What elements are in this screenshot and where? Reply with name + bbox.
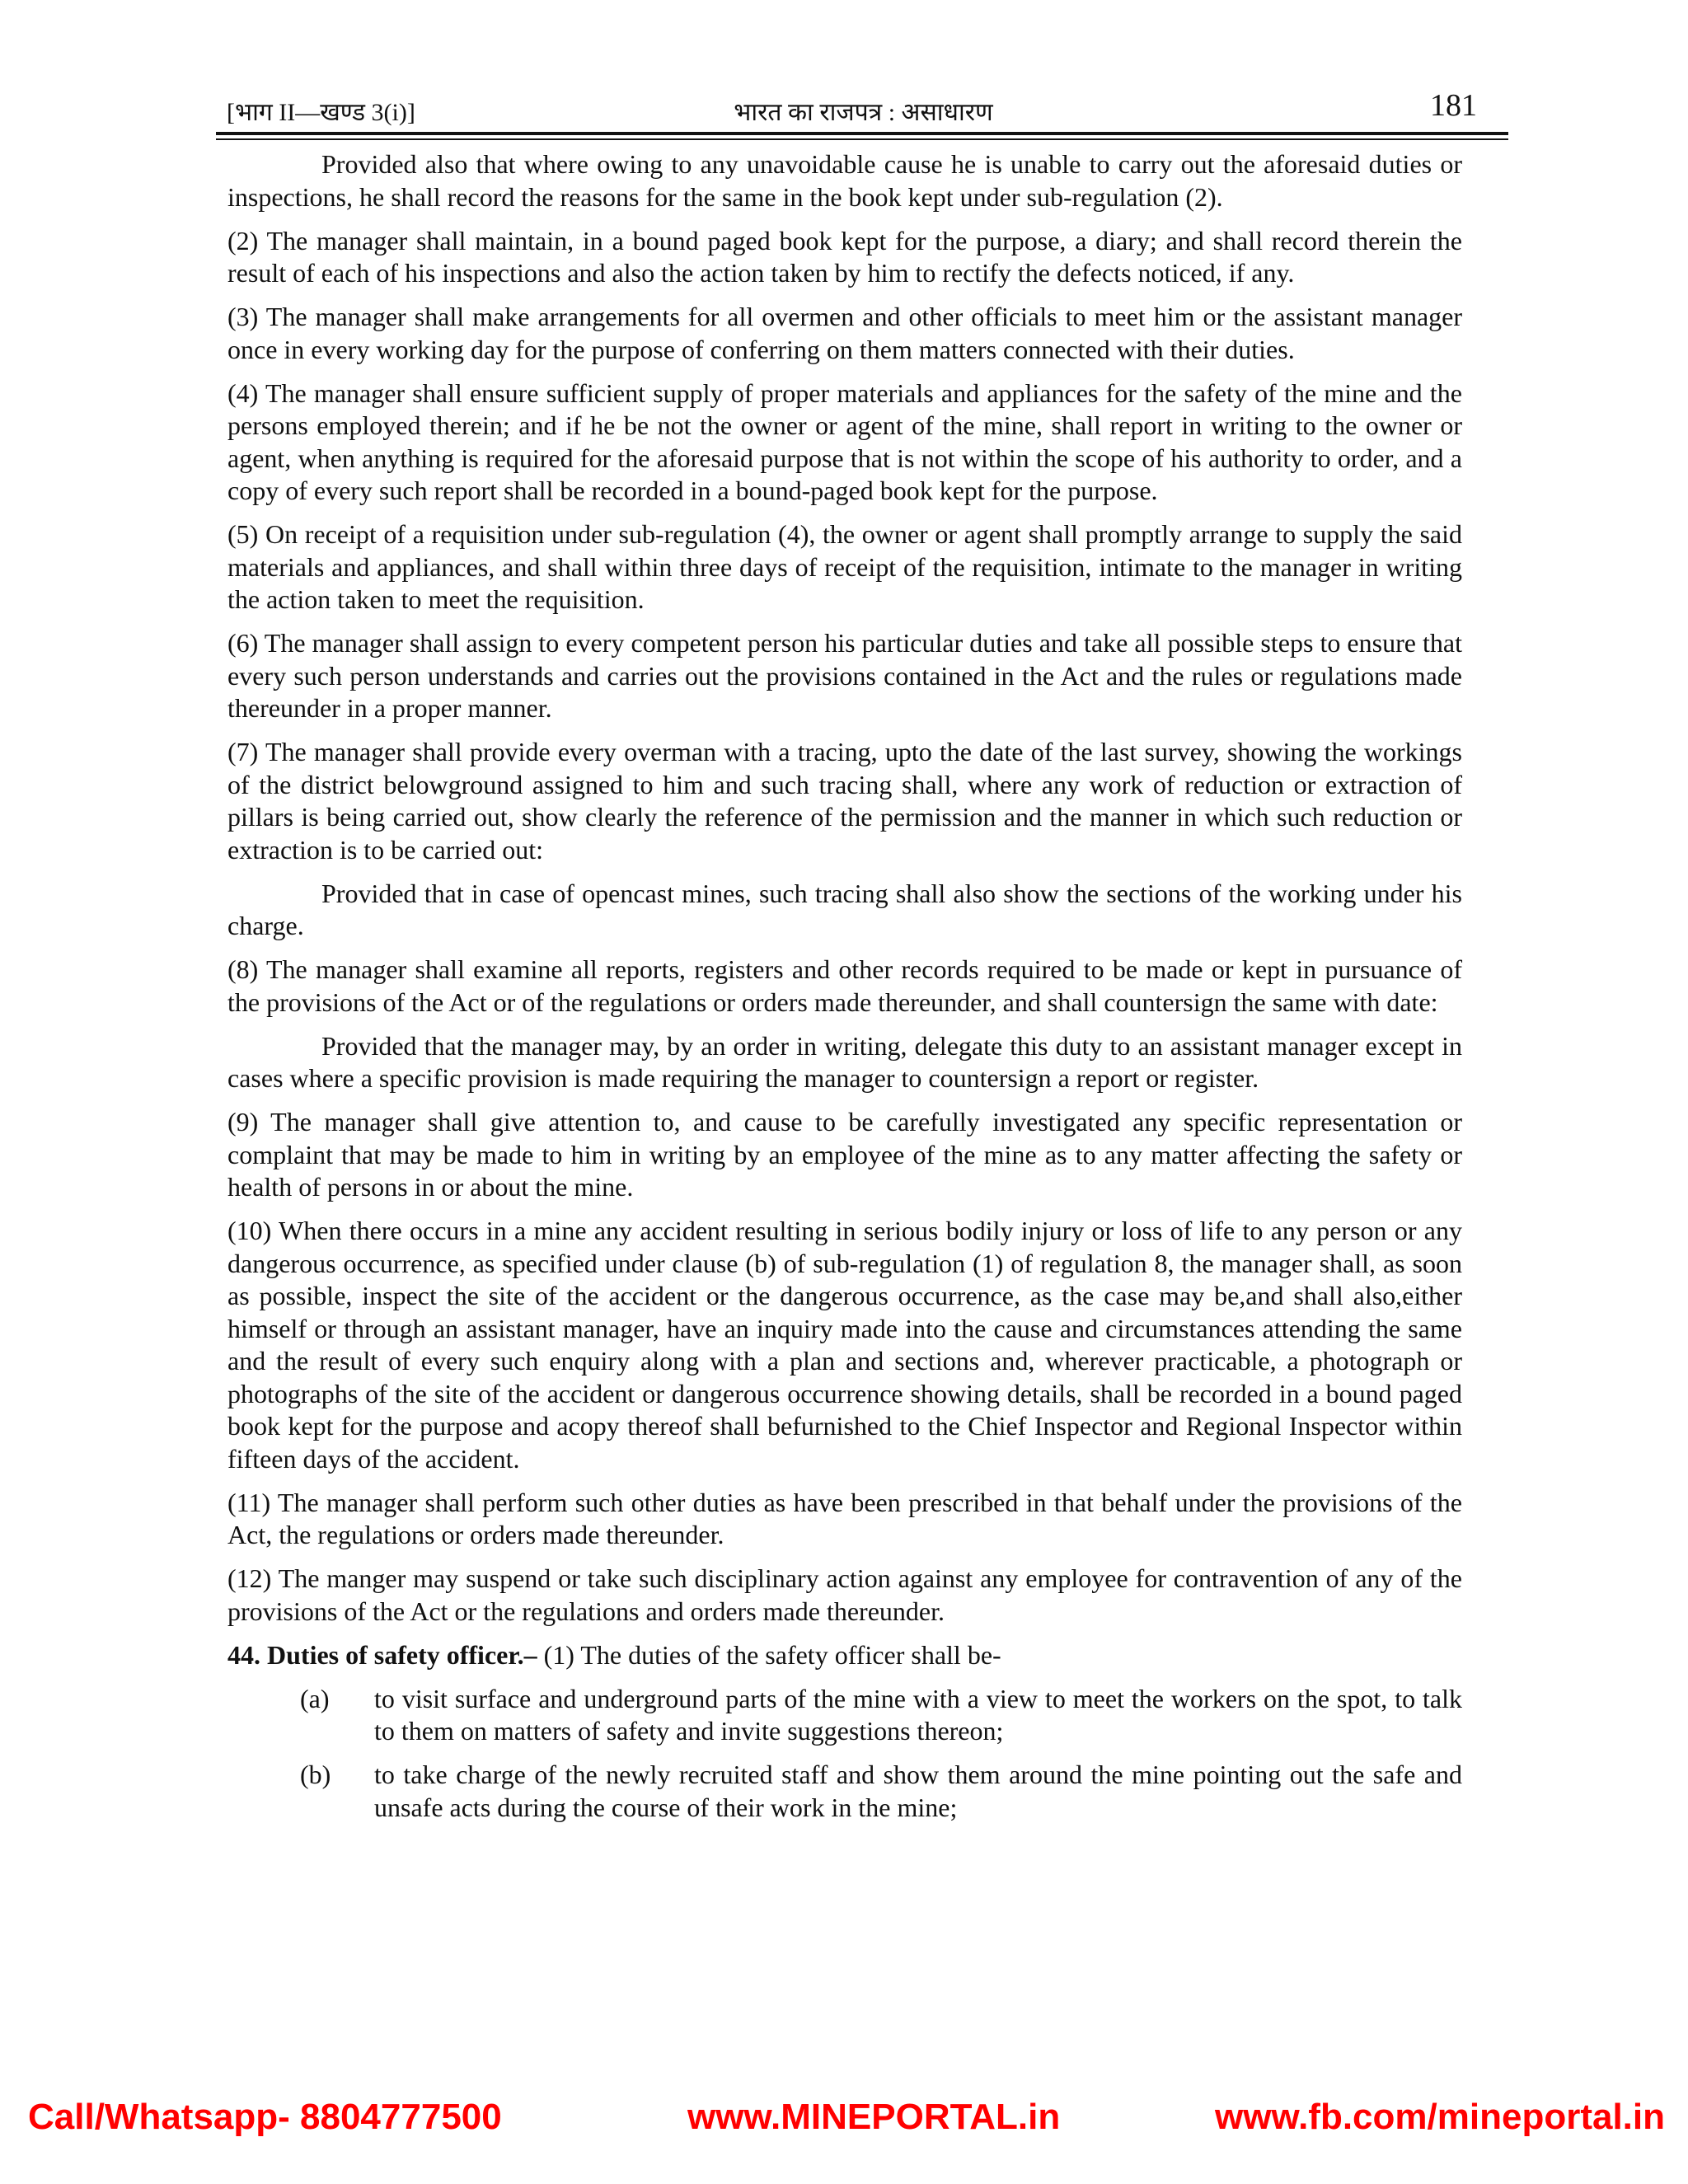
list-item-label: (a) [300, 1683, 330, 1713]
paragraph-subregulation-3: (3) The manager shall make arrangements for all overmen and other officials to meet him or the assistant manager once in every working day for the purpose of conferring on them matters connected with their duties. [227, 302, 1462, 364]
section-44-intro [227, 1639, 1462, 1672]
paragraph-subregulation-10: (10) When there occurs in a mine any accident resulting in serious bodily injury or loss of life to any person or any dangerous occurrence, as specified under clause (b) of sub-regulation (1) of regulation 8, the manager shall, as soon as possible, inspect the site of the accident or the dangerous occurrence, as the case may be,and shall also,either himself or through an assistant manager, have an inquiry made into the cause and circumstances attending the same and the result of every such enquiry along with a plan and sections and, wherever practicable, a photograph or photographs of the site of the accident or dangerous occurrence showing details, shall be recorded in a bound paged book kept for the purpose and acopy thereof shall befurnished to the Chief Inspector and Regional Inspector within fifteen days of the accident. [227, 1216, 1462, 1474]
list-item-label: (b) [300, 1760, 331, 1789]
footer-phone: Call/Whatsapp- 8804777500 [28, 2097, 502, 2137]
list-item-text: to visit surface and underground parts of the mine with a view to meet the workers on the spot, to talk to them on matters of safety and invite suggestions thereon; [374, 1683, 1462, 1746]
paragraph-subregulation-2: (2) The manager shall maintain, in a bound paged book kept for the purpose, a diary; and shall record therein the result of each of his inspections and also the action taken by him to rectify the defects noticed, if any. [227, 225, 1462, 288]
section-heading: 44. Duties of safety officer.– [227, 1639, 537, 1670]
header-part-section: [भाग II—खण्ड 3(i)] [227, 99, 415, 126]
list-item [227, 1759, 1462, 1824]
footer-website-link[interactable]: www.MINEPORTAL.in [687, 2097, 1061, 2137]
section-intro-text: (1) The duties of the safety officer shall be- [537, 1639, 1001, 1670]
list-item [227, 1683, 1462, 1748]
paragraph-subregulation-12: (12) The manger may suspend or take such disciplinary action against any employee for contravention of any of the provisions of the Act or the regulations and orders made thereunder. [227, 1563, 1462, 1626]
page-number: 181 [1430, 88, 1477, 123]
header-rule-thin [216, 138, 1508, 140]
paragraph-subregulation-11: (11) The manager shall perform such other duties as have been prescribed in that behalf under the provisions of the Act, the regulations or orders made thereunder. [227, 1487, 1462, 1549]
paragraph-subregulation-7: (7) The manager shall provide every overman with a tracing, upto the date of the last survey, showing the workings of the district belowground assigned to him and such tracing shall, where any work of reduction or extraction of pillars is being carried out, show clearly the reference of the permission and the manner in which such reduction or extraction is to be carried out: [227, 737, 1462, 865]
paragraph-proviso: Provided that in case of opencast mines, such tracing shall also show the sections of the working under his charge. [227, 878, 1462, 940]
promo-footer [0, 2097, 1688, 2146]
header-rule-thick [216, 132, 1508, 135]
page-header [227, 88, 1500, 130]
paragraph-subregulation-8: (8) The manager shall examine all reports, registers and other records required to be made or kept in pursuance of the provisions of the Act or of the regulations or orders made thereunder, and shall countersign the same with date: [227, 954, 1462, 1017]
paragraph-proviso: Provided also that where owing to any unavoidable cause he is unable to carry out the aforesaid duties or inspections, he shall record the reasons for the same in the book kept under sub-regulation (2). [227, 149, 1462, 212]
list-item-text: to take charge of the newly recruited staff and show them around the mine pointing out the safe and unsafe acts during the course of their work in the mine; [374, 1760, 1462, 1822]
paragraph-subregulation-6: (6) The manager shall assign to every competent person his particular duties and take all possible steps to ensure that every such person understands and carries out the provisions contained in the Act and the rules or regulations made thereunder in a proper manner. [227, 628, 1462, 723]
paragraph-subregulation-9: (9) The manager shall give attention to, and cause to be carefully investigated any specific representation or complaint that may be made to him in writing by an employee of the mine as to any matter affecting the safety or health of persons in or about the mine. [227, 1107, 1462, 1202]
header-gazette-title: भारत का राजपत्र : असाधारण [734, 99, 993, 126]
paragraph-proviso: Provided that the manager may, by an order in writing, delegate this duty to an assistant manager except in cases where a specific provision is made requiring the manager to countersign a report or register. [227, 1030, 1462, 1093]
document-body [227, 148, 1462, 1835]
footer-facebook-link[interactable]: www.fb.com/mineportal.in [1215, 2097, 1665, 2137]
paragraph-subregulation-4: (4) The manager shall ensure sufficient supply of proper materials and appliances for the safety of the mine and the persons employed therein; and if he be not the owner or agent of the mine, shall report in writing to the owner or agent, when anything is required for the aforesaid purpose that is not within the scope of his authority to order, and a copy of every such report shall be recorded in a bound-paged book kept for the purpose. [227, 377, 1462, 505]
paragraph-subregulation-5: (5) On receipt of a requisition under sub-regulation (4), the owner or agent shall promptly arrange to supply the said materials and appliances, and shall within three days of receipt of the requisition, intimate to the manager in writing the action taken to meet the requisition. [227, 519, 1462, 614]
